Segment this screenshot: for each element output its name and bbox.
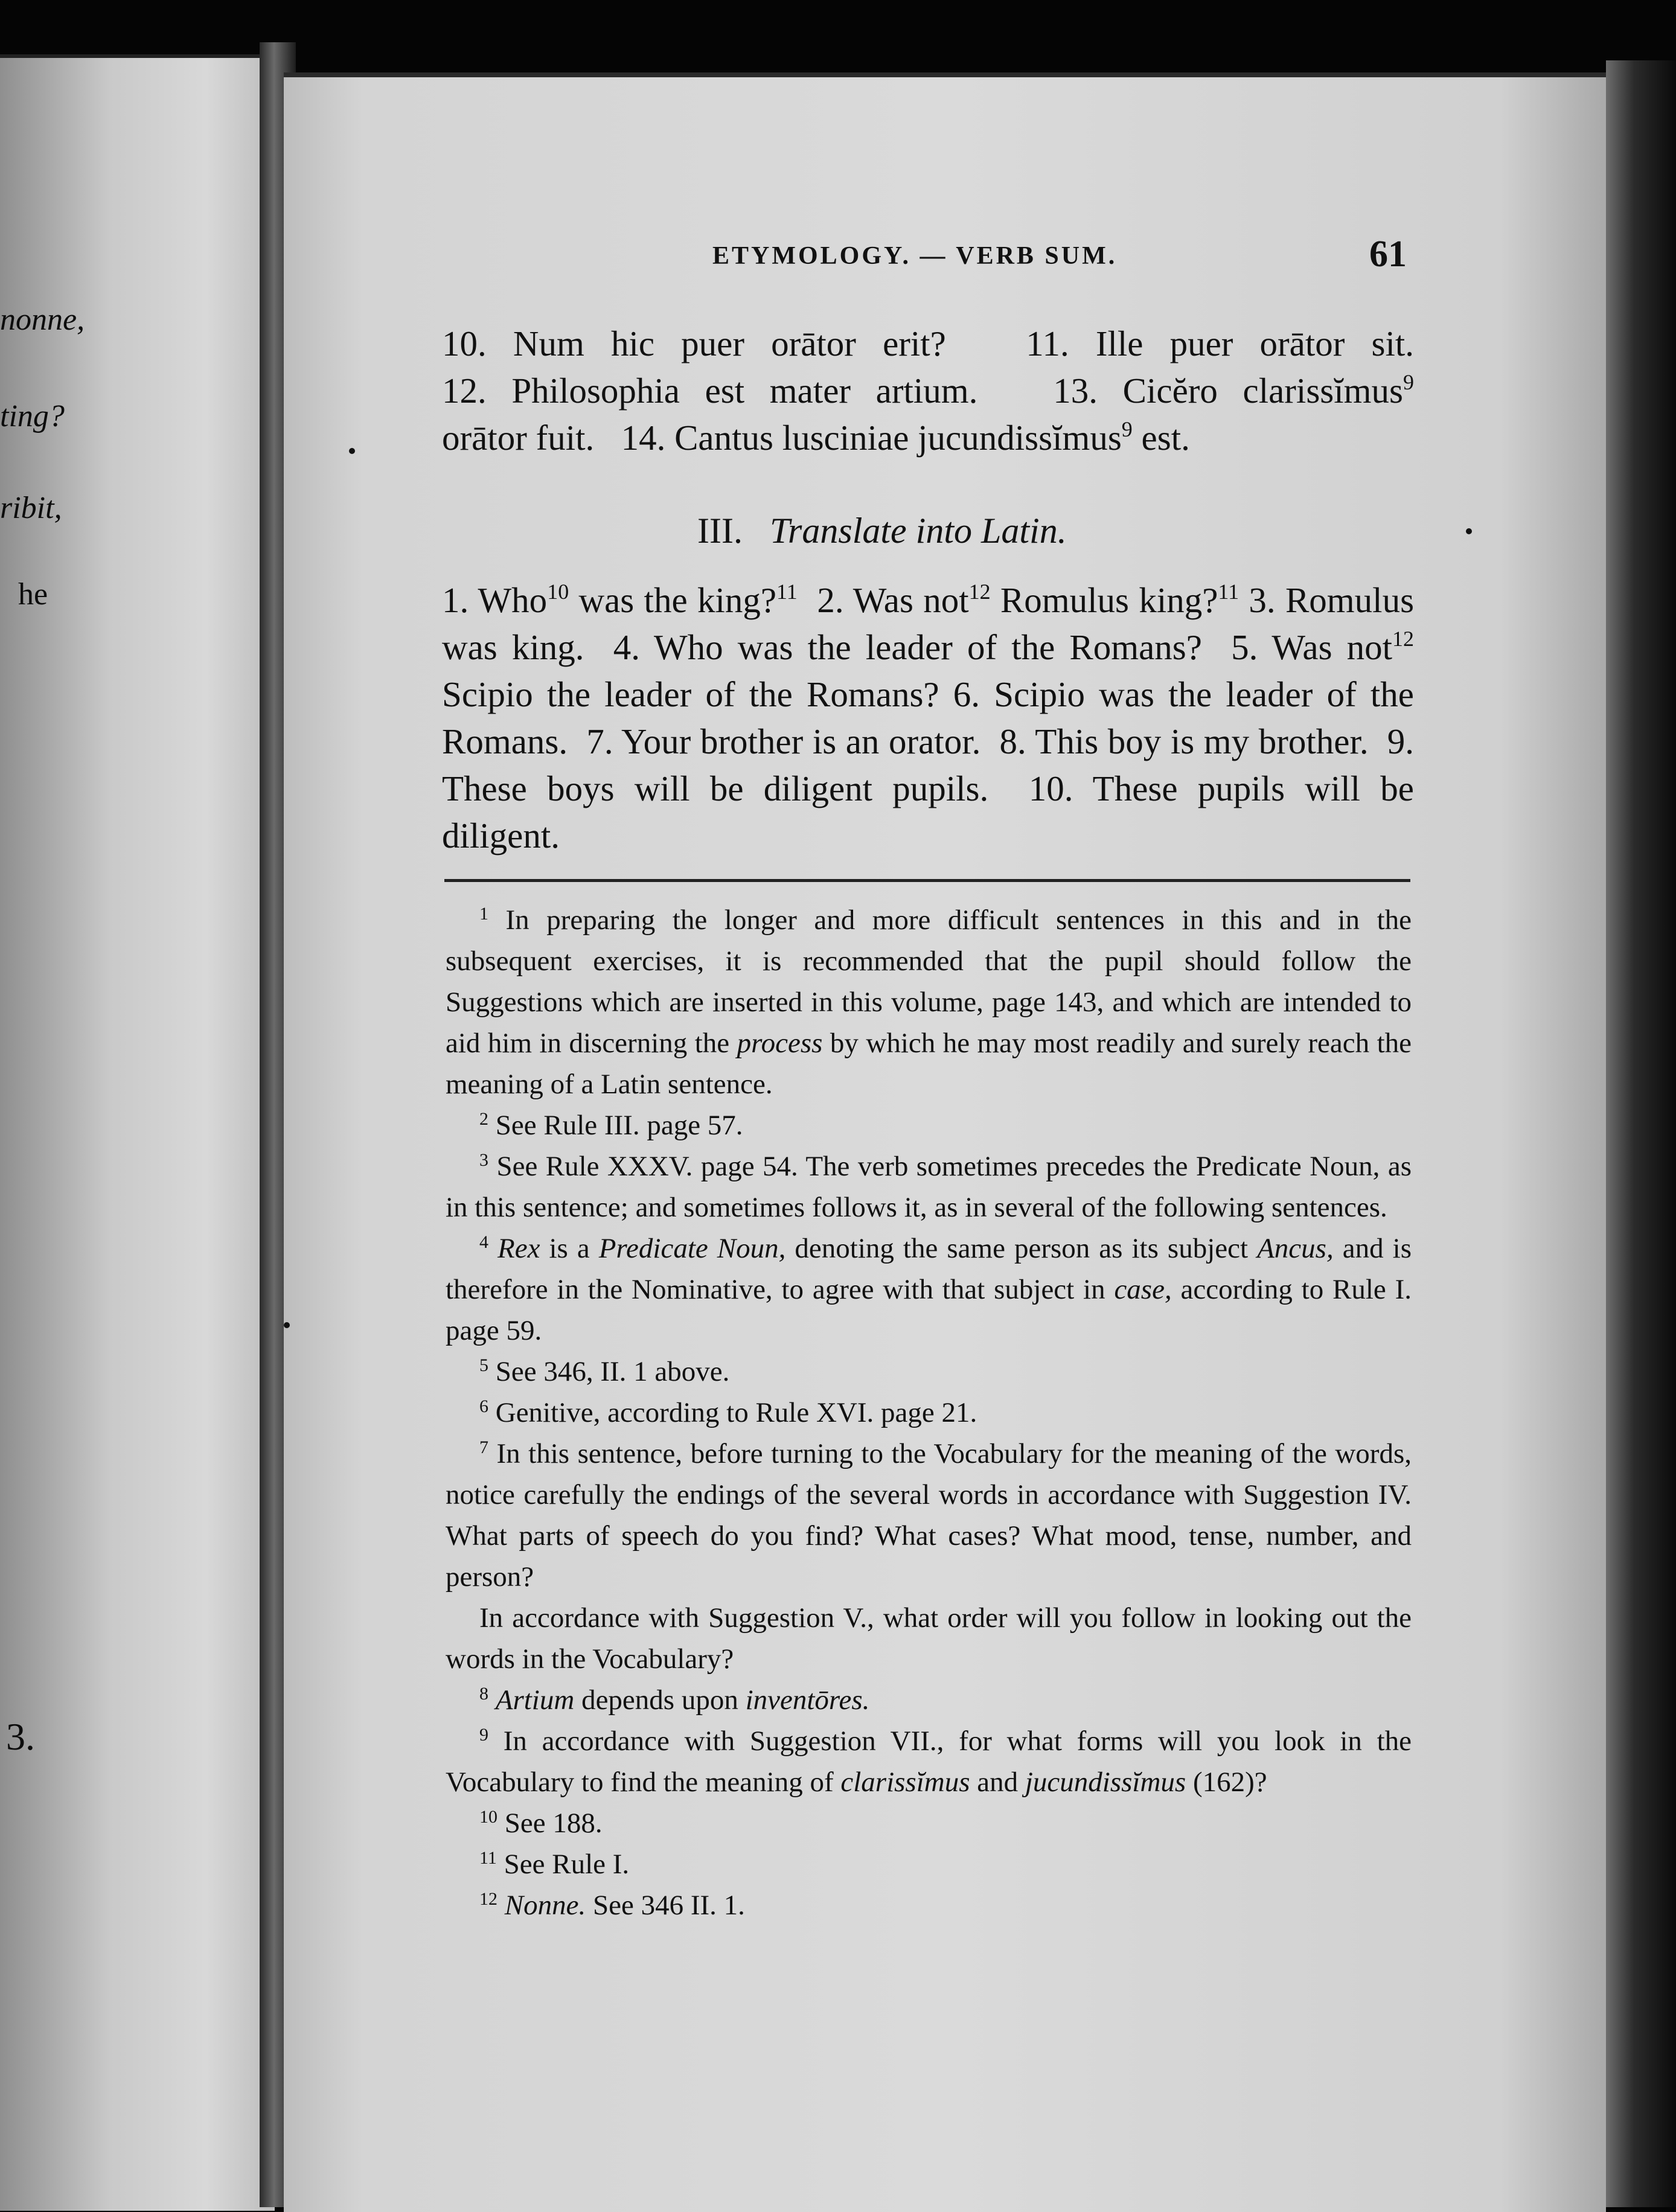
left-fragment-1: nonne, <box>0 302 85 337</box>
footnote-ref: 9 <box>1121 417 1133 441</box>
exercise-8: 8. This boy is my brother. <box>999 721 1369 761</box>
footnote-number: 6 <box>479 1396 488 1416</box>
left-facing-page <box>0 54 275 2211</box>
exercise-2a: 2. Was not <box>817 580 969 620</box>
footnote-number: 3 <box>479 1150 488 1170</box>
footnote-number: 11 <box>479 1848 497 1868</box>
footnote-2 <box>446 1105 1412 1146</box>
english-sentences <box>442 577 1414 859</box>
page-edge-shadow <box>1606 60 1676 2207</box>
footnote-ref: 11 <box>776 580 798 604</box>
left-fragment-2: ting? <box>0 399 65 433</box>
footnote-text: In this sentence, before turning to the Vocabulary for the meaning of the words, notice carefully the endings of the several words in accordance with Suggestion IV. What parts of speech do you find? What cases? What mood, tense, number, and person? <box>446 1438 1412 1593</box>
footnote-number: 5 <box>479 1355 488 1375</box>
footnote-4 <box>446 1228 1412 1351</box>
latin-line-3 <box>442 414 1414 461</box>
footnote-rule <box>444 879 1410 882</box>
footnote-emphasis: Nonne. <box>504 1890 586 1921</box>
section-heading <box>697 510 1067 552</box>
footnote-8 <box>446 1680 1412 1721</box>
left-fragment-3: ribit, <box>0 491 62 525</box>
running-head: ETYMOLOGY. — VERB SUM. <box>712 242 1118 270</box>
footnote-number: 2 <box>479 1109 488 1129</box>
sentence-13-end: orātor fuit. <box>442 418 595 458</box>
footnote-emphasis: process <box>737 1028 823 1059</box>
footnote-text: and <box>970 1766 1025 1798</box>
footnote-7 <box>446 1433 1412 1597</box>
latin-line-1 <box>442 320 1414 367</box>
footnote-5 <box>446 1351 1412 1392</box>
footnote-12 <box>446 1885 1412 1926</box>
section-title: Translate into Latin. <box>769 511 1067 551</box>
footnote-text: denoting the same person as its subject <box>785 1233 1258 1264</box>
footnotes <box>446 900 1412 1926</box>
sentence-12: 12. Philosophia est mater artium. <box>442 371 978 411</box>
footnote-emphasis: Predicate Noun, <box>598 1233 786 1264</box>
sentence-10: 10. Num hic puer orātor erit? <box>442 324 946 363</box>
footnote-text: according to Rule I. page 59. <box>446 1274 1412 1346</box>
footnote-text: See Rule XXXV. page 54. The verb sometimes precedes the Predicate Noun, as in this sentence; and sometimes follows it, as in several of the following sentences. <box>446 1151 1412 1223</box>
footnote-text: Genitive, according to Rule XVI. page 21. <box>495 1397 977 1428</box>
footnote-9 <box>446 1721 1412 1803</box>
left-fragment-5: 3. <box>6 1715 35 1758</box>
english-paragraph <box>442 577 1414 859</box>
footnote-text: See 346 II. 1. <box>586 1890 745 1921</box>
footnote-ref: 12 <box>1392 627 1415 651</box>
footnote-text: by which he may most readily and surely reach the meaning of a Latin sentence. <box>446 1028 1412 1100</box>
footnote-number: 9 <box>479 1725 488 1745</box>
footnote-10 <box>446 1803 1412 1844</box>
exercise-3: 3. Romulus was king. <box>442 580 1415 667</box>
footnote-text: See 346, II. 1 above. <box>495 1356 730 1387</box>
footnote-text: See Rule III. page 57. <box>495 1110 743 1141</box>
exercise-10: 10. These pupils will be diligent. <box>442 769 1414 855</box>
footnote-emphasis: jucundissĭmus <box>1025 1766 1186 1798</box>
footnote-text: In preparing the longer and more difficult sentences in this and in the subsequent exercises, it is recommended that the pupil should follow the Suggestions which are inserted in this volume, page 143, and which are intended to aid him in discerning the <box>446 904 1412 1059</box>
footnote-number: 12 <box>479 1889 497 1909</box>
footnote-text: In accordance with Suggestion V., what order will you follow in looking out the words in the Vocabulary? <box>446 1602 1412 1675</box>
footnote-11 <box>446 1844 1412 1885</box>
sentence-11: 11. Ille puer orātor sit. <box>1026 324 1415 363</box>
footnote-ref: 10 <box>547 580 569 604</box>
left-fragment-4: he <box>18 577 48 612</box>
latin-line-2 <box>442 367 1414 414</box>
sentence-14-end: est. <box>1141 418 1190 458</box>
exercise-2b: Romulus king? <box>1000 580 1218 620</box>
footnote-number: 7 <box>479 1437 488 1457</box>
speck <box>1466 528 1472 534</box>
speck <box>349 448 355 454</box>
footnote-ref: 9 <box>1403 370 1414 394</box>
footnote-7-continued <box>446 1597 1412 1680</box>
footnote-emphasis: case, <box>1114 1274 1172 1305</box>
footnote-number: 4 <box>479 1232 488 1252</box>
exercise-7: 7. Your brother is an orator. <box>586 721 981 761</box>
footnote-ref: 11 <box>1218 580 1239 604</box>
exercise-1a: 1. Who <box>442 580 548 620</box>
footnote-text: and is therefore in the Nominative, to agree with that subject in <box>446 1233 1412 1305</box>
exercise-5b: Scipio the leader of the Romans? <box>442 674 939 714</box>
exercise-1b: was the king? <box>578 580 777 620</box>
exercise-4: 4. Who was the leader of the Romans? <box>613 627 1202 667</box>
footnote-emphasis: Artium <box>495 1684 575 1716</box>
footnote-number: 1 <box>479 904 488 924</box>
speck <box>284 1322 290 1328</box>
exercise-5a: 5. Was not <box>1231 627 1393 667</box>
sentence-14: 14. Cantus lusciniae jucundissĭmus <box>621 418 1122 458</box>
footnote-text: is a <box>540 1233 599 1264</box>
footnote-1 <box>446 900 1412 1105</box>
footnote-ref: 12 <box>968 580 991 604</box>
footnote-text: (162)? <box>1186 1766 1267 1798</box>
footnote-text: depends upon <box>574 1684 746 1716</box>
footnote-text: See Rule I. <box>504 1849 630 1880</box>
footnote-number: 10 <box>479 1807 497 1827</box>
footnote-text: In accordance with Suggestion VII., for what forms will you look in the Vocabulary to find the meaning of <box>446 1725 1412 1798</box>
footnote-emphasis: inventōres. <box>745 1684 870 1716</box>
page-number: 61 <box>1369 234 1407 275</box>
exercise-9: 9. These boys will be diligent pupils. <box>442 721 1415 808</box>
footnote-text: See 188. <box>504 1808 603 1839</box>
footnote-emphasis: Rex <box>497 1233 540 1264</box>
footnote-emphasis: Ancus, <box>1257 1233 1334 1264</box>
footnote-number: 8 <box>479 1684 488 1704</box>
sentence-13: 13. Cicĕro clarissĭmus <box>1053 371 1403 411</box>
exercise-6: 6. Scipio was the leader of the Romans. <box>442 674 1414 761</box>
section-numeral: III. <box>697 511 743 551</box>
footnote-6 <box>446 1392 1412 1433</box>
footnote-3 <box>446 1146 1412 1228</box>
latin-sentences <box>442 320 1414 461</box>
footnote-emphasis: clarissĭmus <box>840 1766 970 1798</box>
